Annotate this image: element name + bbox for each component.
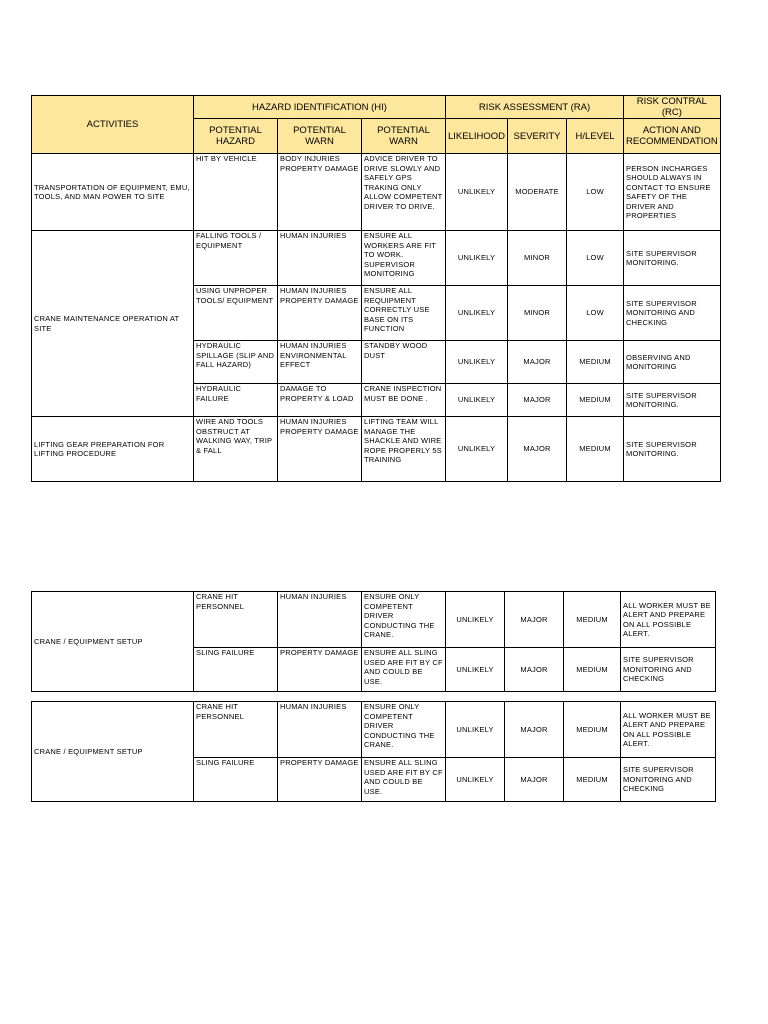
warn-cell: HUMAN INJURIES: [278, 231, 362, 286]
warn-cell: HUMAN INJURIES: [278, 702, 362, 758]
warn-cell: ENSURE ONLY COMPETENT DRIVER CONDUCTING THE CRANE.: [362, 702, 446, 758]
warn-cell: BODY INJURIES PROPERTY DAMAGE: [278, 154, 362, 231]
action-cell: SITE SUPERVISOR MONITORING.: [624, 417, 721, 482]
action-cell: ALL WORKER MUST BE ALERT AND PREPARE ON ALL POSSIBLE ALERT.: [621, 702, 716, 758]
activities-header: ACTIVITIES: [32, 96, 194, 154]
warn-cell: HUMAN INJURIES: [278, 592, 362, 648]
table-row: [32, 592, 716, 648]
potential-warn-header: POTENTIAL WARN: [278, 119, 362, 154]
warn-cell: HUMAN INJURIES PROPERTY DAMAGE: [278, 286, 362, 341]
severity-cell: MAJOR: [505, 758, 564, 802]
likelihood-cell: UNLIKELY: [446, 154, 508, 231]
activity-cell: CRANE MAINTENANCE OPERATION AT SITE: [32, 231, 194, 417]
hazard-cell: SLING FAILURE: [194, 648, 278, 692]
warn-cell: CRANE INSPECTION MUST BE DONE .: [362, 384, 446, 417]
table-row: [32, 154, 721, 231]
severity-cell: MAJOR: [508, 417, 567, 482]
risk-assessment-table-crane-setup: [31, 701, 716, 802]
hazard-cell: WIRE AND TOOLS OBSTRUCT AT WALKING WAY, TRIP & FALL: [194, 417, 278, 482]
risk-assessment-table-main: [31, 95, 721, 482]
warn-cell: PROPERTY DAMAGE: [278, 758, 362, 802]
severity-cell: MAJOR: [505, 592, 564, 648]
severity-header: SEVERITY: [508, 119, 567, 154]
level-cell: LOW: [567, 286, 624, 341]
level-cell: MEDIUM: [567, 417, 624, 482]
warn-cell: HUMAN INJURIES ENVIRONMENTAL EFFECT: [278, 341, 362, 384]
warn-cell: LIFTING TEAM WILL MANAGE THE SHACKLE AND WIRE ROPE PROPERLY 5S TRAINING: [362, 417, 446, 482]
hazard-cell: CRANE HIT PERSONNEL: [194, 702, 278, 758]
action-cell: PERSON INCHARGES SHOULD ALWAYS IN CONTACT TO ENSURE SAFETY OF THE DRIVER AND PROPERTIES: [624, 154, 721, 231]
severity-cell: MINOR: [508, 231, 567, 286]
hazard-cell: USING UNPROPER TOOLS/ EQUIPMENT: [194, 286, 278, 341]
table-row: [32, 702, 716, 758]
risk-control-header: RISK CONTRAL (RC): [624, 96, 721, 119]
activity-cell: TRANSPORTATION OF EQUIPMENT, EMU, TOOLS, AND MAN POWER TO SITE: [32, 154, 194, 231]
likelihood-cell: UNLIKELY: [446, 758, 505, 802]
action-cell: SITE SUPERVISOR MONITORING.: [624, 384, 721, 417]
hazard-cell: SLING FAILURE: [194, 758, 278, 802]
severity-cell: MAJOR: [508, 341, 567, 384]
likelihood-header: LIKELIHOOD: [446, 119, 508, 154]
action-cell: SITE SUPERVISOR MONITORING AND CHECKING: [624, 286, 721, 341]
level-cell: MEDIUM: [567, 341, 624, 384]
activity-cell: LIFTING GEAR PREPARATION FOR LIFTING PROCEDURE: [32, 417, 194, 482]
table-row: [32, 417, 721, 482]
hazard-cell: HIT BY VEHICLE: [194, 154, 278, 231]
likelihood-cell: UNLIKELY: [446, 384, 508, 417]
severity-cell: MODERATE: [508, 154, 567, 231]
action-cell: ALL WORKER MUST BE ALERT AND PREPARE ON ALL POSSIBLE ALERT.: [621, 592, 716, 648]
severity-cell: MAJOR: [505, 702, 564, 758]
warn-cell: ADVICE DRIVER TO DRIVE SLOWLY AND SAFELY GPS TRAKING ONLY ALLOW COMPETENT DRIVER TO DRIVE.: [362, 154, 446, 231]
likelihood-cell: UNLIKELY: [446, 648, 505, 692]
activity-cell: CRANE / EQUIPMENT SETUP: [32, 702, 194, 802]
level-cell: MEDIUM: [564, 758, 621, 802]
likelihood-cell: UNLIKELY: [446, 592, 505, 648]
action-cell: SITE SUPERVISOR MONITORING AND CHECKING: [621, 648, 716, 692]
likelihood-cell: UNLIKELY: [446, 286, 508, 341]
action-cell: OBSERVING AND MONITORING: [624, 341, 721, 384]
severity-cell: MAJOR: [508, 384, 567, 417]
level-cell: MEDIUM: [564, 648, 621, 692]
level-cell: MEDIUM: [567, 384, 624, 417]
level-cell: MEDIUM: [564, 702, 621, 758]
warn-cell: PROPERTY DAMAGE: [278, 648, 362, 692]
hazard-cell: FALLING TOOLS / EQUIPMENT: [194, 231, 278, 286]
warn-cell: ENSURE ALL WORKERS ARE FIT TO WORK. SUPERVISOR MONITORING: [362, 231, 446, 286]
warn-cell: ENSURE ONLY COMPETENT DRIVER CONDUCTING THE CRANE.: [362, 592, 446, 648]
hazard-cell: HYDRAULIC FAILURE: [194, 384, 278, 417]
risk-assessment-header: RISK ASSESSMENT (RA): [446, 96, 624, 119]
warn-cell: ENSURE ALL SLING USED ARE FIT BY CF AND COULD BE USE.: [362, 758, 446, 802]
hazard-identification-header: HAZARD IDENTIFICATION (HI): [194, 96, 446, 119]
warn-cell: ENSURE ALL SLING USED ARE FIT BY CF AND COULD BE USE.: [362, 648, 446, 692]
likelihood-cell: UNLIKELY: [446, 702, 505, 758]
level-cell: LOW: [567, 231, 624, 286]
hazard-level-header: H/LEVEL: [567, 119, 624, 154]
warn-cell: HUMAN INJURIES PROPERTY DAMAGE: [278, 417, 362, 482]
severity-cell: MINOR: [508, 286, 567, 341]
level-cell: LOW: [567, 154, 624, 231]
warn-cell: DAMAGE TO PROPERTY & LOAD: [278, 384, 362, 417]
likelihood-cell: UNLIKELY: [446, 231, 508, 286]
level-cell: MEDIUM: [564, 592, 621, 648]
hazard-cell: CRANE HIT PERSONNEL: [194, 592, 278, 648]
hazard-cell: HYDRAULIC SPILLAGE (SLIP AND FALL HAZARD): [194, 341, 278, 384]
warn-cell: ENSURE ALL REQUIPMENT CORRECTLY USE BASE ON ITS FUNCTION: [362, 286, 446, 341]
likelihood-cell: UNLIKELY: [446, 417, 508, 482]
action-cell: SITE SUPERVISOR MONITORING AND CHECKING: [621, 758, 716, 802]
severity-cell: MAJOR: [505, 648, 564, 692]
likelihood-cell: UNLIKELY: [446, 341, 508, 384]
risk-assessment-table-crane-setup: [31, 591, 716, 692]
potential-hazard-header: POTENTIAL HAZARD: [194, 119, 278, 154]
potential-warn-header: POTENTIAL WARN: [362, 119, 446, 154]
action-cell: SITE SUPERVISOR MONITORING.: [624, 231, 721, 286]
activity-cell: CRANE / EQUIPMENT SETUP: [32, 592, 194, 692]
warn-cell: STANDBY WOOD DUST: [362, 341, 446, 384]
action-recommendation-header: ACTION AND RECOMMENDATION: [624, 119, 721, 154]
table-row: [32, 231, 721, 286]
